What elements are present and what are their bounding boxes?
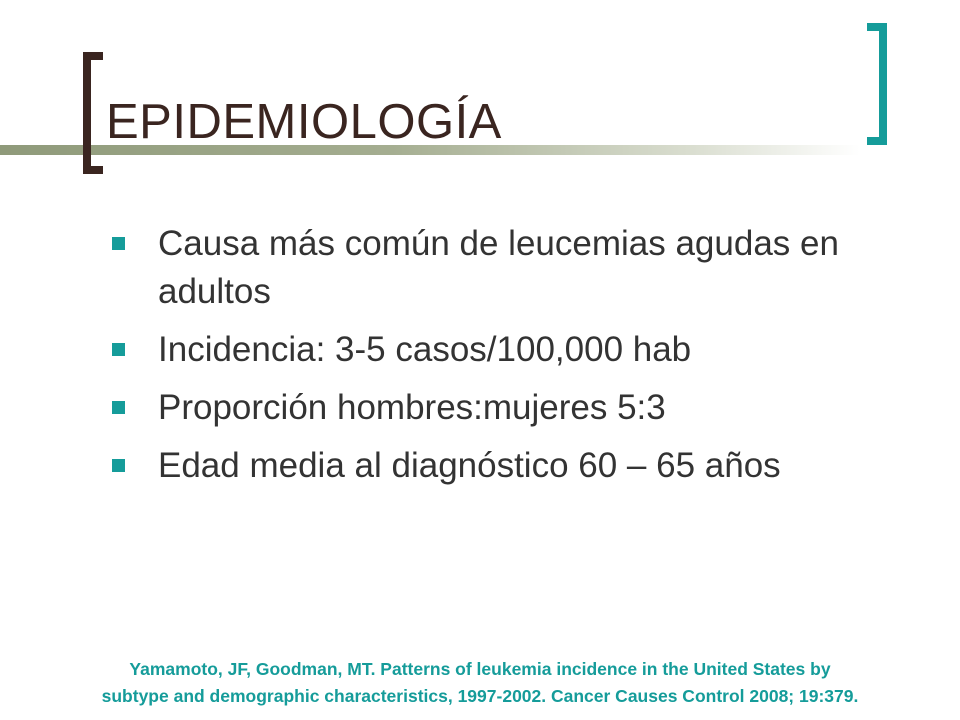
citation-line-2: subtype and demographic characteristics, 1997-2002. Cancer Causes Control 2008; 19:379. [101, 686, 859, 706]
square-bullet-icon [112, 343, 125, 356]
bullet-list [110, 220, 870, 500]
bullet-item [110, 220, 870, 316]
citation [0, 656, 960, 710]
bullet-item [110, 442, 870, 490]
square-bullet-icon [112, 237, 125, 250]
right-bracket-decoration [867, 23, 887, 145]
square-bullet-icon [112, 459, 125, 472]
square-bullet-icon [112, 401, 125, 414]
bullet-item [110, 326, 870, 374]
bullet-item [110, 384, 870, 432]
bullet-text: Incidencia: 3-5 casos/100,000 hab [158, 330, 692, 369]
slide-title: EPIDEMIOLOGÍA [106, 95, 502, 149]
left-bracket-decoration [83, 52, 103, 174]
bullet-text: Causa más común de leucemias agudas en adultos [158, 224, 839, 311]
bullet-text: Proporción hombres:mujeres 5:3 [158, 388, 666, 427]
citation-line-1: Yamamoto, JF, Goodman, MT. Patterns of leukemia incidence in the United States by [129, 659, 831, 679]
bullet-text: Edad media al diagnóstico 60 – 65 años [158, 446, 781, 485]
